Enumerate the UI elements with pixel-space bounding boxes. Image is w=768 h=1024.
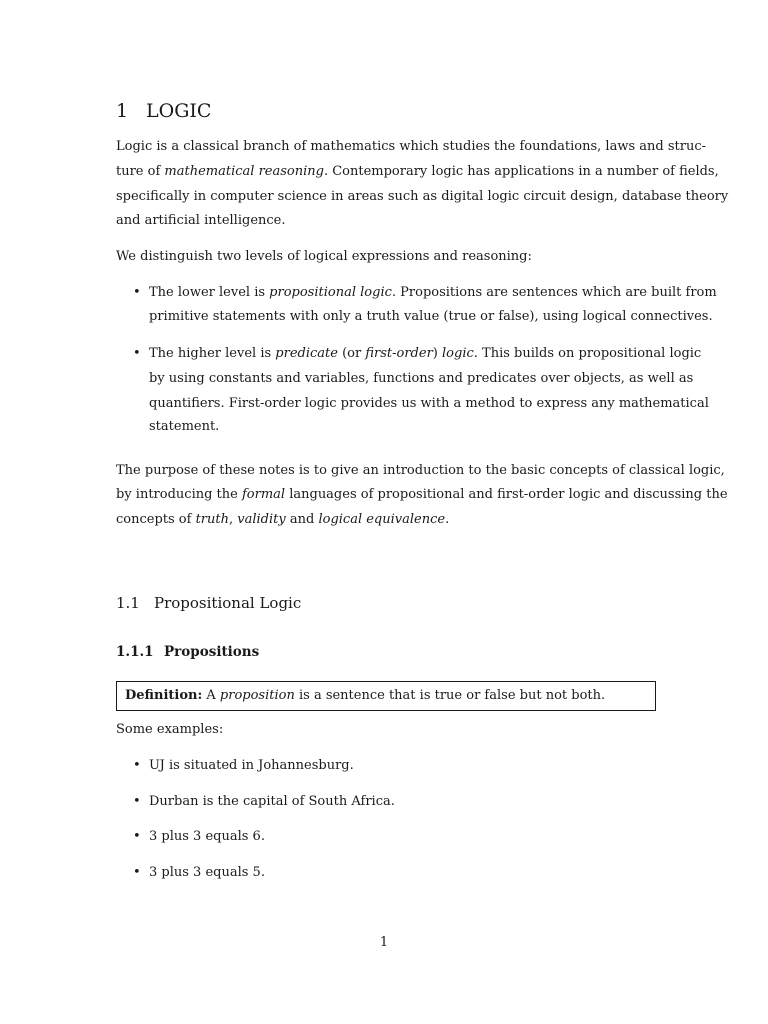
bullet-icon: •: [133, 346, 141, 361]
bullet-icon: •: [133, 758, 141, 773]
intro-line-4: and artificial intelligence.: [116, 213, 286, 228]
list-item: Durban is the capital of South Africa.: [149, 794, 395, 809]
definition-box: Definition: A proposition is a sentence that is true or false but not both.: [116, 681, 656, 711]
emphasis-mathematical-reasoning: mathematical reasoning: [164, 164, 324, 179]
section-title: LOGIC: [146, 100, 212, 122]
intro-line-1: Logic is a classical branch of mathematics which studies the foundations, laws and struc-: [116, 139, 706, 154]
lower-level-line-2: primitive statements with only a truth value (true or false), using logical connectives.: [149, 309, 713, 324]
purpose-line-3: concepts of truth, validity and logical equivalence.: [116, 512, 450, 527]
list-item: 3 plus 3 equals 6.: [149, 829, 265, 844]
subsubsection-number: 1.1.1: [116, 644, 154, 660]
subsubsection-title: Propositions: [164, 644, 260, 660]
subsection-number: 1.1: [116, 594, 140, 612]
higher-level-line-1: The higher level is predicate (or first-order) logic. This builds on propositional logic: [149, 346, 702, 361]
page-number: 1: [379, 935, 389, 950]
subsubsection-heading: [116, 644, 259, 660]
examples-intro: Some examples:: [116, 722, 224, 737]
section-heading: [116, 100, 211, 122]
intro-line-3: specifically in computer science in areas such as digital logic circuit design, database theory: [116, 189, 729, 204]
bullet-icon: •: [133, 285, 141, 300]
bullet-icon: •: [133, 865, 141, 880]
list-item: UJ is situated in Johannesburg.: [149, 758, 354, 773]
higher-level-line-4: statement.: [149, 419, 220, 434]
higher-level-line-3: quantifiers. First-order logic provides us with a method to express any mathematical: [149, 396, 709, 411]
purpose-line-1: The purpose of these notes is to give an introduction to the basic concepts of classical logic,: [116, 463, 725, 478]
list-item: 3 plus 3 equals 5.: [149, 865, 265, 880]
purpose-line-2: by introducing the formal languages of propositional and first-order logic and discussing the: [116, 487, 728, 502]
subsection-heading: [116, 594, 301, 612]
higher-level-line-2: by using constants and variables, functions and predicates over objects, as well as: [149, 371, 694, 386]
definition-label: Definition:: [125, 688, 203, 703]
levels-intro: We distinguish two levels of logical expressions and reasoning:: [116, 249, 532, 264]
intro-line-2: ture of mathematical reasoning. Contemporary logic has applications in a number of fields,: [116, 164, 719, 179]
definition-term: proposition: [219, 688, 295, 703]
subsection-title: Propositional Logic: [154, 594, 302, 612]
bullet-icon: •: [133, 829, 141, 844]
bullet-icon: •: [133, 794, 141, 809]
lower-level-line-1: The lower level is propositional logic. Propositions are sentences which are built from: [149, 285, 717, 300]
section-number: 1: [116, 100, 129, 122]
